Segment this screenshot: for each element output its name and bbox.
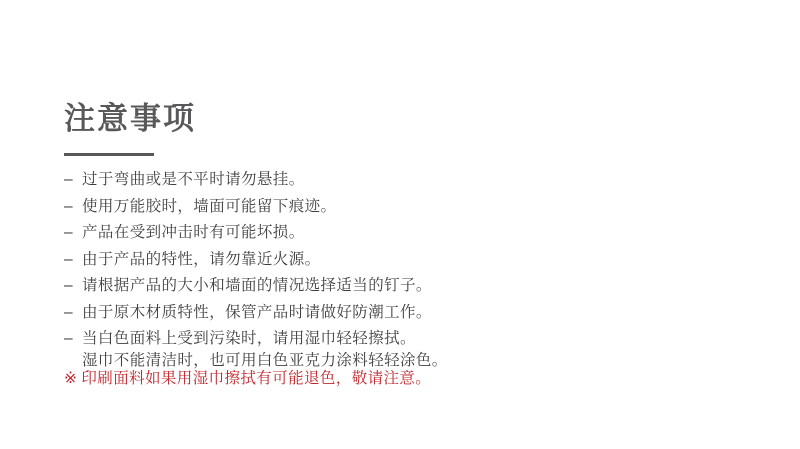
list-item [64,225,764,241]
list-item-text [82,199,764,215]
warning-note [64,371,431,387]
title-block [64,100,196,156]
title-underline-rule [64,153,154,156]
list-item-text [82,225,764,241]
list-item-text [82,172,764,188]
list-item-text [82,331,764,368]
list-item-line: 由于产品的特性，请勿靠近火源。 [82,250,321,268]
list-item [64,278,764,294]
bullet-dash-icon: – [64,303,74,321]
warning-note-text: 印刷面料如果用湿巾擦拭有可能退色，敬请注意。 [81,370,432,387]
list-item-line: 产品在受到冲击时有可能坏损。 [82,224,305,241]
notice-list [64,172,764,379]
bullet-dash-icon: – [64,224,74,241]
list-item [64,252,764,268]
list-item-line: 请根据产品的大小和墙面的情况选择适当的钉子。 [82,277,432,294]
bullet-dash-icon: – [64,250,74,268]
list-item-line: 过于弯曲或是不平时请勿悬挂。 [82,171,305,188]
list-item-line: 由于原木材质特性，保管产品时请做好防潮工作。 [82,303,432,321]
list-item [64,305,764,321]
list-item-text [82,278,764,294]
list-item [64,199,764,215]
page-title: 注意事项 [64,101,196,136]
bullet-dash-icon: – [64,171,74,188]
list-item-line: 湿巾不能清洁时，也可用白色亚克力涂料轻轻涂色。 [82,351,448,369]
asterisk-icon: ※ [64,370,78,387]
list-item-line: 使用万能胶时，墙面可能留下痕迹。 [82,197,337,215]
list-item-line: 当白色面料上受到污染时，请用湿巾轻轻擦拭。 [82,330,416,347]
bullet-dash-icon: – [64,277,74,294]
list-item-text [82,305,764,321]
list-item [64,172,764,188]
list-item [64,331,764,368]
bullet-dash-icon: – [64,330,74,347]
bullet-dash-icon: – [64,197,74,215]
list-item-text [82,252,764,268]
